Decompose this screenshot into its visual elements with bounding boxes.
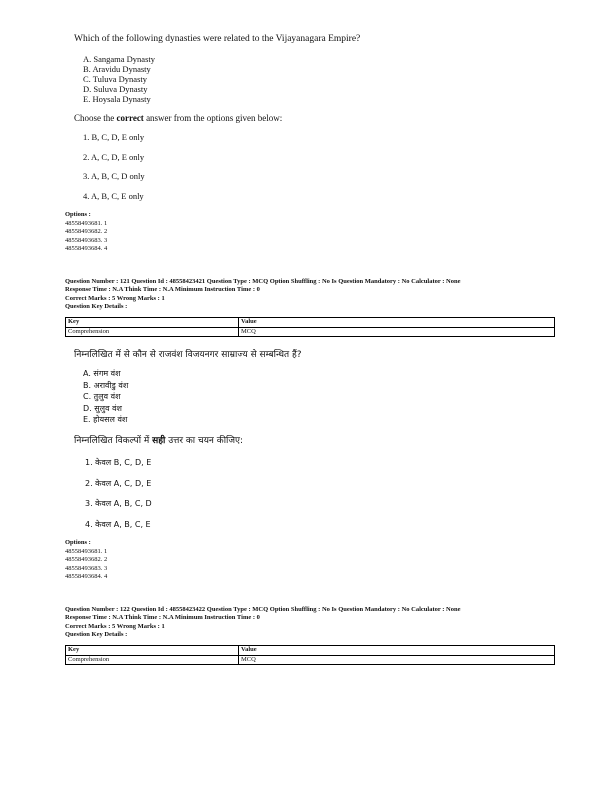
option-id: 48558493683. 3	[65, 236, 108, 244]
statement-item: B. Aravidu Dynasty	[83, 64, 151, 74]
statement-list	[83, 54, 155, 104]
statement-list-hindi	[83, 368, 128, 426]
answer-choice: 3. A, B, C, D only	[83, 171, 145, 181]
table-header-value: Value	[239, 318, 555, 328]
option-id: 48558493684. 4	[65, 245, 108, 253]
statement-item: C. Tuluva Dynasty	[83, 74, 147, 84]
options-label: Options :	[65, 211, 91, 218]
key-details-table	[65, 317, 555, 337]
statement-item: B. अरावीडु वंश	[83, 380, 129, 390]
statement-item: D. Suluva Dynasty	[83, 84, 148, 94]
answer-choice: 2. A, C, D, E only	[83, 152, 145, 162]
options-block	[65, 539, 107, 582]
statement-item: A. संगम वंश	[83, 369, 121, 378]
question-text: Which of the following dynasties were related to the Vijayanagara Empire?	[74, 34, 361, 44]
table-row	[66, 327, 555, 337]
table-row	[66, 655, 555, 665]
statement-item: C. तुलुव वंश	[83, 392, 121, 401]
statement-item: E. Hoysala Dynasty	[83, 94, 151, 104]
marks-line: Correct Marks : 5 Wrong Marks : 1	[65, 622, 165, 630]
table-header-key: Key	[66, 318, 239, 328]
table-header-key: Key	[66, 646, 239, 656]
question-meta-line: Response Time : N.A Think Time : N.A Minimum Instruction Time : 0	[65, 286, 260, 294]
statement-item: D. सुलुव वंश	[83, 403, 122, 413]
answer-choice: 3. केवल A, B, C, D	[85, 499, 152, 508]
key-details-label: Question Key Details :	[65, 302, 128, 310]
key-details-table	[65, 645, 555, 665]
answer-choice: 4. केवल A, B, C, E	[85, 520, 151, 529]
question-meta	[65, 606, 461, 639]
statement-item: E. होयसल वंश	[83, 415, 128, 424]
choose-instruction-hindi: निम्नलिखित विकल्पों में सही उत्तर का चयन कीजिए:	[74, 436, 244, 446]
question-meta-line: Question Number : 122 Question Id : 48558423422 Question Type : MCQ Option Shuffling : No Is Question Mandatory : No Calculator : None	[65, 606, 461, 613]
question-meta	[65, 278, 461, 311]
table-header-row	[66, 318, 555, 328]
option-id: 48558493681. 1	[65, 547, 108, 555]
emphasis-word: सही	[152, 436, 166, 446]
answer-choice: 1. B, C, D, E only	[83, 132, 145, 142]
table-cell-value: MCQ	[239, 327, 555, 337]
option-id: 48558493682. 2	[65, 556, 108, 564]
options-block	[65, 211, 107, 254]
question-text-hindi: निम्नलिखित में से कौन से राजवंश विजयनगर साम्राज्य से सम्बन्धित हैं?	[74, 350, 302, 360]
statement-item: A. Sangama Dynasty	[83, 54, 156, 64]
table-cell-key: Comprehension	[66, 655, 239, 665]
question-meta-line: Question Number : 121 Question Id : 48558423421 Question Type : MCQ Option Shuffling : No Is Question Mandatory : No Calculator : None	[65, 278, 461, 285]
key-details-label: Question Key Details :	[65, 630, 128, 638]
emphasis-word: correct	[116, 113, 144, 123]
table-cell-value: MCQ	[239, 655, 555, 665]
answer-choice: 2. केवल A, C, D, E	[85, 479, 152, 488]
table-cell-key: Comprehension	[66, 327, 239, 337]
option-id: 48558493684. 4	[65, 573, 108, 581]
answer-choice: 1. केवल B, C, D, E	[85, 458, 152, 467]
question-meta-line: Response Time : N.A Think Time : N.A Minimum Instruction Time : 0	[65, 614, 260, 622]
option-id: 48558493682. 2	[65, 228, 108, 236]
options-label: Options :	[65, 539, 91, 546]
table-header-value: Value	[239, 646, 555, 656]
option-id: 48558493683. 3	[65, 564, 108, 572]
marks-line: Correct Marks : 5 Wrong Marks : 1	[65, 294, 165, 302]
table-header-row	[66, 646, 555, 656]
answer-choice: 4. A, B, C, E only	[83, 191, 144, 201]
option-id: 48558493681. 1	[65, 219, 108, 227]
choose-instruction: Choose the correct answer from the options given below:	[74, 113, 283, 123]
